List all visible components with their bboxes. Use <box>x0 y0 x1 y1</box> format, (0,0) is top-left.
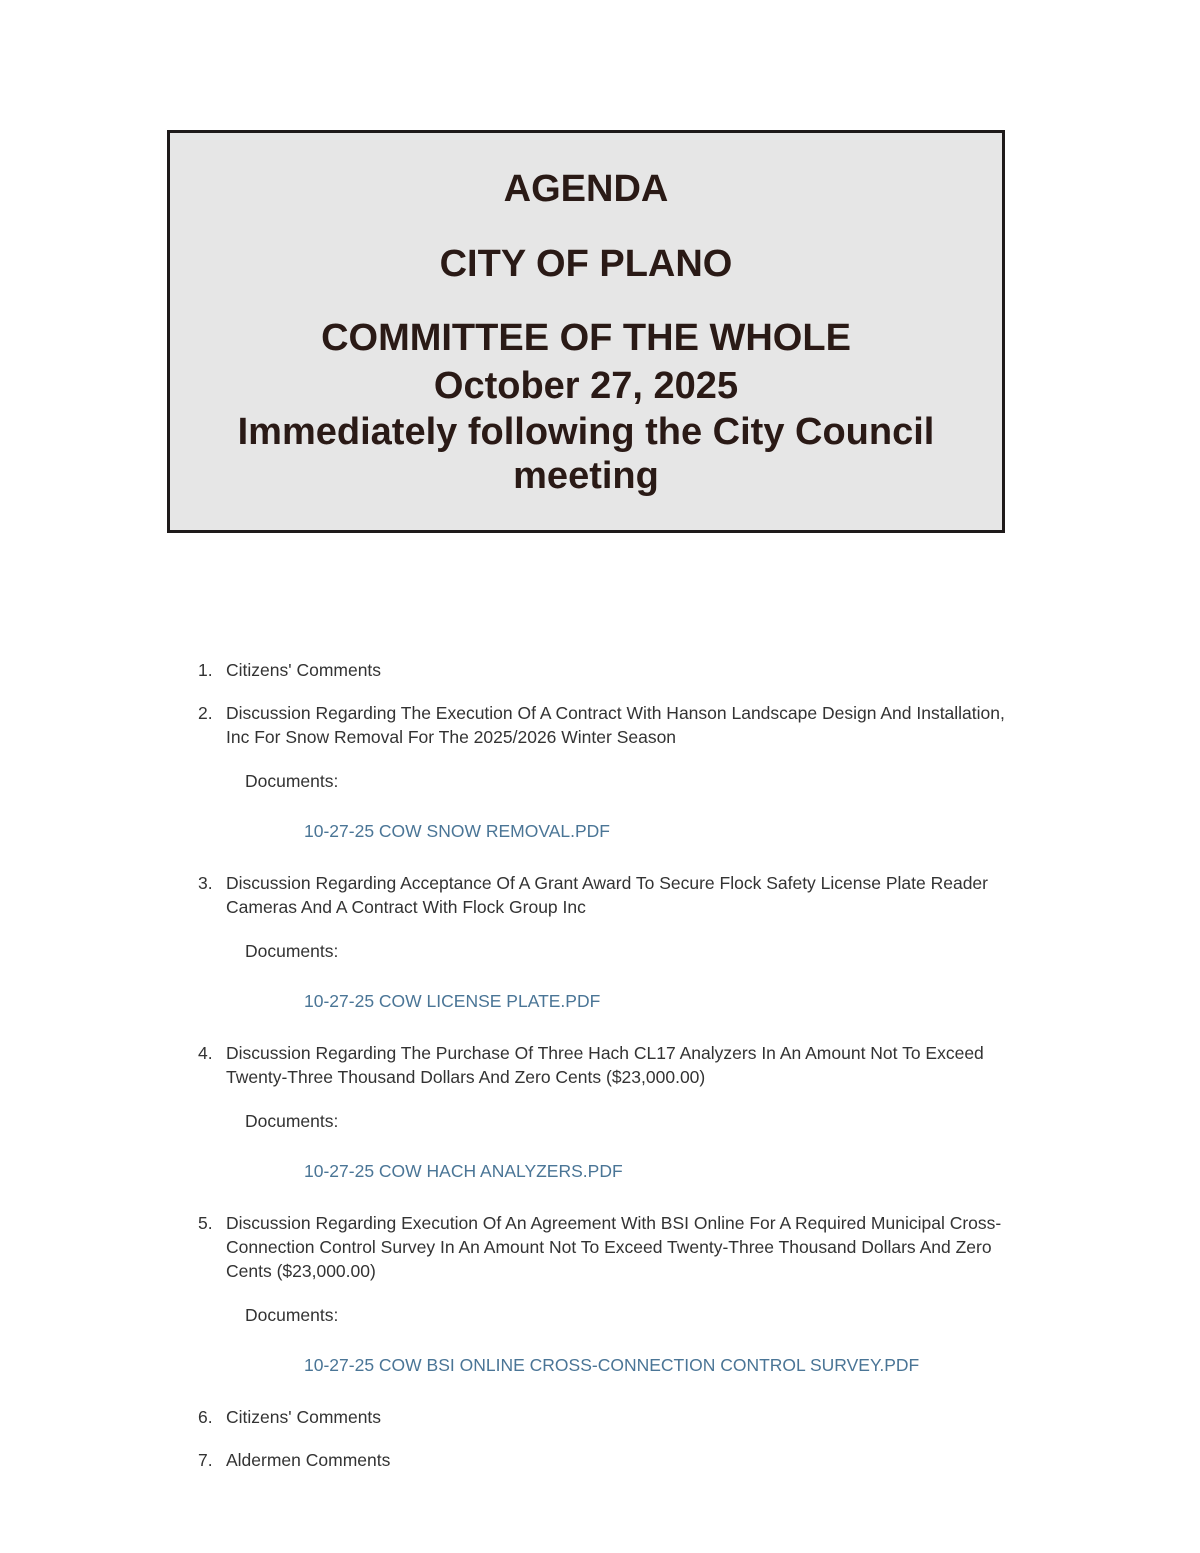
item-number: 3. <box>198 873 213 893</box>
item-title: Discussion Regarding Acceptance Of A Grant Award To Secure Flock Safety License Plate Reader Cameras And A Contract With Flock Group Inc <box>226 873 988 917</box>
agenda-item-1 <box>196 658 1026 682</box>
item-title: Citizens' Comments <box>226 1407 382 1427</box>
item-number: 5. <box>198 1213 213 1233</box>
item-number: 7. <box>198 1450 213 1470</box>
document-link-license-plate[interactable]: 10-27-25 COW LICENSE PLATE.PDF <box>304 991 601 1011</box>
city-name: CITY OF PLANO <box>439 243 733 285</box>
document-link-bsi-online[interactable]: 10-27-25 COW BSI ONLINE CROSS-CONNECTION CONTROL SURVEY.PDF <box>304 1355 920 1375</box>
agenda-item-7 <box>196 1448 1026 1472</box>
item-title: Citizens' Comments <box>226 660 382 680</box>
agenda-item-4 <box>196 1041 1026 1183</box>
agenda-list <box>196 658 1026 1472</box>
agenda-header-box <box>167 130 1005 533</box>
documents-label: Documents: <box>245 1305 339 1325</box>
agenda-item-5 <box>196 1211 1026 1377</box>
documents-label: Documents: <box>245 941 339 961</box>
meeting-date: October 27, 2025 <box>433 365 739 407</box>
item-title: Discussion Regarding The Execution Of A Contract With Hanson Landscape Design And Installation, Inc For Snow Removal For The 2025/2026 Winter Season <box>226 703 1005 747</box>
meeting-time: Immediately following the City Council meeting <box>237 411 935 497</box>
document-link-snow-removal[interactable]: 10-27-25 COW SNOW REMOVAL.PDF <box>304 821 610 841</box>
item-number: 2. <box>198 703 213 723</box>
agenda-item-3 <box>196 871 1026 1013</box>
item-title: Discussion Regarding The Purchase Of Three Hach CL17 Analyzers In An Amount Not To Exceed Twenty-Three Thousand Dollars And Zero Cents ($23,000.00) <box>226 1043 984 1087</box>
item-title: Discussion Regarding Execution Of An Agreement With BSI Online For A Required Municipal Cross-Connection Control Survey In An Amount Not To Exceed Twenty-Three Thousand Dollars And Zero Cents ($23,000.00) <box>226 1213 1002 1281</box>
document-link-hach-analyzers[interactable]: 10-27-25 COW HACH ANALYZERS.PDF <box>304 1161 623 1181</box>
agenda-item-6 <box>196 1405 1026 1429</box>
item-number: 4. <box>198 1043 213 1063</box>
agenda-title: AGENDA <box>503 168 669 210</box>
committee-name: COMMITTEE OF THE WHOLE <box>321 317 851 359</box>
agenda-item-2 <box>196 701 1026 843</box>
documents-label: Documents: <box>245 771 339 791</box>
item-title: Aldermen Comments <box>226 1450 391 1470</box>
item-number: 6. <box>198 1407 213 1427</box>
item-number: 1. <box>198 660 213 680</box>
documents-label: Documents: <box>245 1111 339 1131</box>
